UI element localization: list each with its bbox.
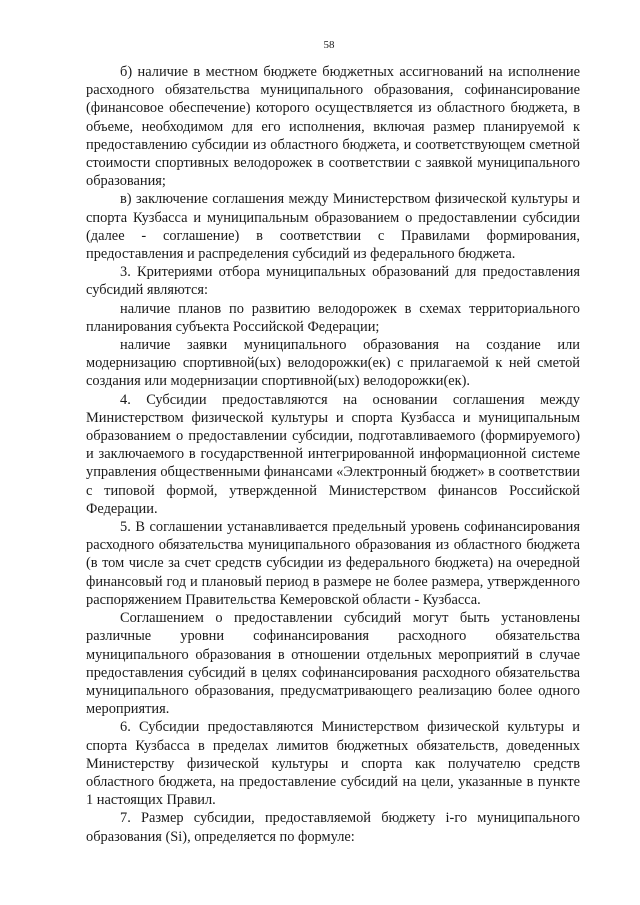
page-number: 58 xyxy=(323,39,335,51)
criterion-plans: наличие планов по развитию велодорожек в схемах территориального планирования субъекта Российской Федерации; xyxy=(86,300,580,335)
paragraph-v: в) заключение соглашения между Министерством физической культуры и спорта Кузбасса и муниципальным образованием о предоставлении субсидии (далее - соглашение) в соответствии с Правилами формирования, предоставления и распределения субсидий из федерального бюджета. xyxy=(86,191,580,263)
paragraph-5-agreement-levels: Соглашением о предоставлении субсидий могут быть установлены различные уровни софинансирования расходного обязательства муниципального образования в отношении отдельных мероприятий в случае предоставления субсидий в целях софинансирования расходного обязательства муниципального образования, предусматривающего реализацию более одного мероприятия. xyxy=(86,610,580,718)
paragraph-5: 5. В соглашении устанавливается предельный уровень софинансирования расходного обязательства муниципального образования из областного бюджета (в том числе за счет средств субсидии из федерального бюджета) на очередной финансовый год и плановый период в размере не более размера, утвержденного распоряжением Правительства Кемеровской области - Кузбасса. xyxy=(86,519,580,608)
paragraph-3: 3. Критериями отбора муниципальных образований для предоставления субсидий являются: xyxy=(86,264,580,299)
paragraph-7: 7. Размер субсидии, предоставляемой бюджету i-го муниципального образования (Si), определяется по формуле: xyxy=(86,810,580,845)
paragraph-6: 6. Субсидии предоставляются Министерством физической культуры и спорта Кузбасса в пределах лимитов бюджетных обязательств, доведенных Министерству физической культуры и спорта как получателю средств областного бюджета, на предоставление субсидий на цели, указанные в пункте 1 настоящих Правил. xyxy=(86,719,580,809)
paragraph-b: б) наличие в местном бюджете бюджетных ассигнований на исполнение расходного обязательства муниципального образования, софинансирование (финансовое обеспечение) которого осуществляется из областного бюджета, в объеме, необходимом для его исполнения, включая размер планируемой к предоставлению субсидии из областного бюджета, и соответствующем сметной стоимости спортивных велодорожек в соответствии с заявкой муниципального образования; xyxy=(86,64,580,190)
paragraph-4: 4. Субсидии предоставляются на основании соглашения между Министерством физической культуры и спорта Кузбасса и муниципальным образованием о предоставлении субсидии, подготавливаемого (формируемого) и заключаемого в государственной интегрированной информационной системе управления общественными финансами «Электронный бюджет» в соответствии с типовой формой, утвержденной Министерством финансов Российской Федерации. xyxy=(86,391,580,517)
criterion-application: наличие заявки муниципального образования на создание или модернизацию спортивной(ых) велодорожки(ек) с прилагаемой к ней сметой создания или модернизации спортивной(ых) велодорожки(ек). xyxy=(86,337,580,390)
